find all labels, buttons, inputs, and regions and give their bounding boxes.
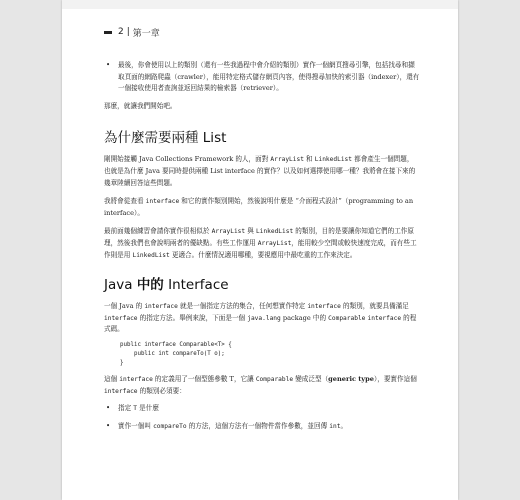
intro-bullet: [104, 60, 420, 95]
generic-type-term: generic type: [328, 374, 374, 383]
chapter-title: 第一章: [132, 28, 160, 39]
intro-bullet-text: 最後，你會使用以上的類別（還有一些我過程中會介紹的類別）實作一個網頁搜尋引擎，包括找尋和擷取頁面的網路爬蟲（crawler），能用特定格式儲存網頁內容，使得搜尋加快的索引器（indexer），還有一個接收使用者查詢並返回結果的檢索器（retriever）。: [118, 61, 420, 93]
page-content: [104, 60, 420, 432]
code-line: public interface Comparable<T> {: [120, 341, 232, 348]
page-number: 2: [118, 27, 124, 37]
header-separator: |: [126, 27, 130, 37]
section1-paragraph-3: 最前面幾個練習會請你實作很相似於 ArrayList 與 LinkedList 的類別，目的是要讓你知道它們的工作原理，然後我們也會說明兩者的優缺點。有些工作運用 ArrayList，能用較少空間或較快速度完成，而有些工作則是用 LinkedList 更適合。什麼情況適用哪種，要視應用中最吃重的工作來決定。: [104, 227, 417, 259]
bullet-dot: •: [106, 404, 111, 413]
code-line: }: [120, 359, 124, 366]
section2-paragraph-1: 一個 Java 的 interface 就是一個指定方法的集合，任何想實作特定 interface 的類別，就要具備滿足 interface 的指定方法。舉例來說，下面是一個 java.lang package 中的 Comparable interface 的程式碼。: [104, 302, 417, 334]
code-block-comparable: [104, 341, 420, 368]
section-heading-java-interface: Java 中的 Interface: [104, 277, 229, 294]
bullet-dot: •: [106, 421, 111, 430]
code-interface: interface: [145, 198, 180, 206]
section1-paragraph-1: 剛開始接觸 Java Collections Framework 的人，面對 ArrayList 和 LinkedList 都會產生一個問題，也就是為什麼 Java 要同時提供兩種 List interface 的實作？以及如何選擇使用哪一種？我將會在接下來的幾章陸續回答這些問題。: [104, 155, 416, 187]
section2-paragraph-2: 這個 interface 的定義用了一個型態參數 T，它讓 Comparable 變成泛型（generic type），要實作這個 interface 的類別必須要：: [104, 374, 417, 395]
book-page: [62, 0, 458, 500]
intro-paragraph: 那麼，就讓我們開始吧。: [104, 101, 177, 110]
bullet-dot: •: [106, 61, 111, 69]
running-header: [104, 25, 160, 39]
page-top-strip: [62, 0, 458, 9]
code-arraylist: ArrayList: [270, 156, 304, 164]
code-linkedlist: LinkedList: [314, 156, 353, 164]
list-item-compareto: • 實作一個叫 compareTo 的方法，這個方法有一個物件當作參數，並回傳 int。: [104, 421, 420, 433]
header-rule-mark: [104, 31, 112, 34]
code-line: public int compareTo(T o);: [120, 350, 225, 357]
section-heading-lists: 為什麼需要兩種 List: [104, 130, 227, 147]
section1-paragraph-2: 我將會從查看 interface 和它的實作類別開始，然後說明什麼是 “介面程式設計”（programming to an interface）。: [104, 197, 414, 217]
list-item-specify-t: • 指定 T 是什麼: [104, 403, 420, 415]
